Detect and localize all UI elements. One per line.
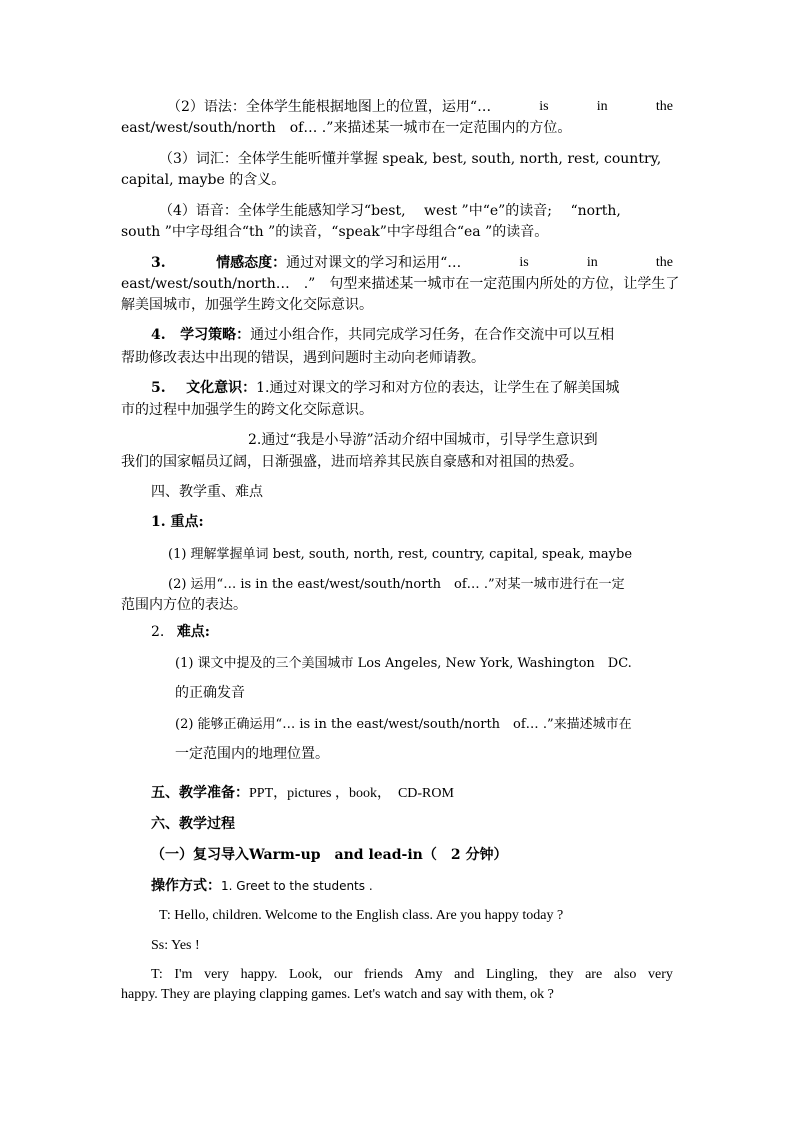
strategy-number: 4. — [151, 327, 166, 343]
emotion-line-3: 解美国城市，加强学生跨文化交际意识。 — [121, 297, 373, 313]
emotion-text: 通过对课文的学习和运用“… — [286, 255, 462, 271]
word: Look, — [289, 967, 323, 982]
focus-title: 1. 重点: — [151, 514, 204, 530]
key-points-heading: 四、教学重、难点 — [151, 484, 263, 500]
vocab-line-2: capital, maybe 的含义。 — [121, 172, 286, 188]
word: T: — [151, 967, 163, 982]
word: I'm — [174, 967, 193, 982]
culture-line-2: 市的过程中加强学生的跨文化交际意识。 — [121, 402, 373, 418]
word: are — [585, 967, 603, 982]
culture-line-3: 2.通过“我是小导游”活动介绍中国城市，引导学生意识到 — [248, 432, 598, 448]
word: the — [655, 255, 673, 270]
emotion-number: 3. — [151, 255, 166, 271]
grammar-line-2: east/west/south/north of… .”来描述某一城市在一定范围内的方位。 — [121, 120, 572, 136]
word: our — [333, 967, 353, 982]
focus-item-2-line-2: 范围内方位的表达。 — [121, 597, 247, 613]
culture-text: 1.通过对课文的学习和对方位的表达，让学生在了解美国城 — [256, 380, 620, 396]
word: friends — [364, 967, 403, 982]
prep-title: 五、教学准备： — [151, 785, 249, 801]
strategy-line-2: 帮助修改表达中出现的错误，遇到问题时主动向老师请教。 — [121, 350, 485, 366]
culture-line-1 — [151, 381, 619, 395]
word: and — [454, 967, 475, 982]
process-subheading: （一）复习导入Warm-up and lead-in（ 2 分钟） — [151, 847, 508, 863]
method-line — [151, 879, 373, 893]
strategy-line-1 — [151, 328, 614, 342]
dialogue-line-2: Ss: Yes ! — [151, 938, 200, 953]
word: Lingling, — [486, 967, 538, 982]
phonics-line-2: south ”中字母组合“th ”的读音，“speak”中字母组合“ea ”的读音。 — [121, 224, 549, 240]
prep-items: PPT，pictures ，book， CD-ROM — [249, 786, 454, 801]
focus-item-1: (1) 理解掌握单词 best, south, north, rest, country, capital, speak, maybe — [168, 547, 633, 562]
focus-item-2-line-1: (2) 运用“… is in the east/west/south/north of… .”对某一城市进行在一定 — [168, 577, 625, 592]
phonics-line-1: （4）语音：全体学生能感知学习“best, west ”中“e”的读音; “north, — [159, 203, 621, 219]
emotion-line-2: east/west/south/north… .” 句型来描述某一城市在一定范围内所处的方位，让学生了 — [121, 276, 680, 292]
word: they — [549, 967, 574, 982]
difficult-item-1-line-2: 的正确发音 — [175, 685, 245, 701]
difficult-label: 难点: — [176, 624, 210, 640]
strategy-text: 通过小组合作，共同完成学习任务，在合作交流中可以互相 — [250, 327, 615, 343]
difficult-item-2-line-2: 一定范围内的地理位置。 — [175, 746, 329, 762]
culture-line-4: 我们的国家幅员辽阔，日渐强盛，进而培养其民族自豪感和对祖国的热爱。 — [121, 454, 583, 470]
culture-title: 文化意识： — [186, 380, 257, 396]
word: is — [539, 99, 549, 114]
vocab-line-1: （3）词汇：全体学生能听懂并掌握 speak, best, south, north, rest, country, — [159, 151, 662, 167]
emotion-title: 情感态度： — [216, 255, 287, 271]
word: also — [613, 967, 637, 982]
difficult-item-2-line-1: (2) 能够正确运用“… is in the east/west/south/north of… .”来描述城市在 — [175, 717, 632, 732]
method-text: 1. Greet to the students . — [221, 879, 373, 893]
grammar-line-1 — [167, 100, 673, 114]
word: very — [648, 967, 673, 982]
word: very — [204, 967, 229, 982]
word: the — [655, 99, 673, 114]
word: happy. — [240, 967, 278, 982]
word: in — [596, 99, 608, 114]
dialogue-line-3 — [151, 968, 673, 982]
word: is — [519, 255, 529, 270]
difficult-item-1-line-1: (1) 课文中提及的三个美国城市 Los Angeles, New York, Washington DC. — [175, 656, 632, 671]
strategy-title: 学习策略： — [180, 327, 251, 343]
emotion-line-1 — [151, 256, 673, 270]
difficult-number: 2. — [151, 624, 165, 640]
dialogue-line-4: happy. They are playing clapping games. Let's watch and say with them, ok ? — [121, 987, 554, 1002]
method-title: 操作方式： — [151, 878, 221, 894]
process-heading: 六、教学过程 — [151, 816, 235, 832]
dialogue-line-1: T: Hello, children. Welcome to the English class. Are you happy today ? — [159, 908, 564, 923]
grammar-text: （2）语法：全体学生能根据地图上的位置，运用“… — [167, 99, 492, 115]
prep-line — [151, 786, 454, 801]
difficult-title — [151, 625, 210, 639]
word: in — [586, 255, 598, 270]
culture-number: 5. — [151, 380, 166, 396]
word: Amy — [414, 967, 443, 982]
